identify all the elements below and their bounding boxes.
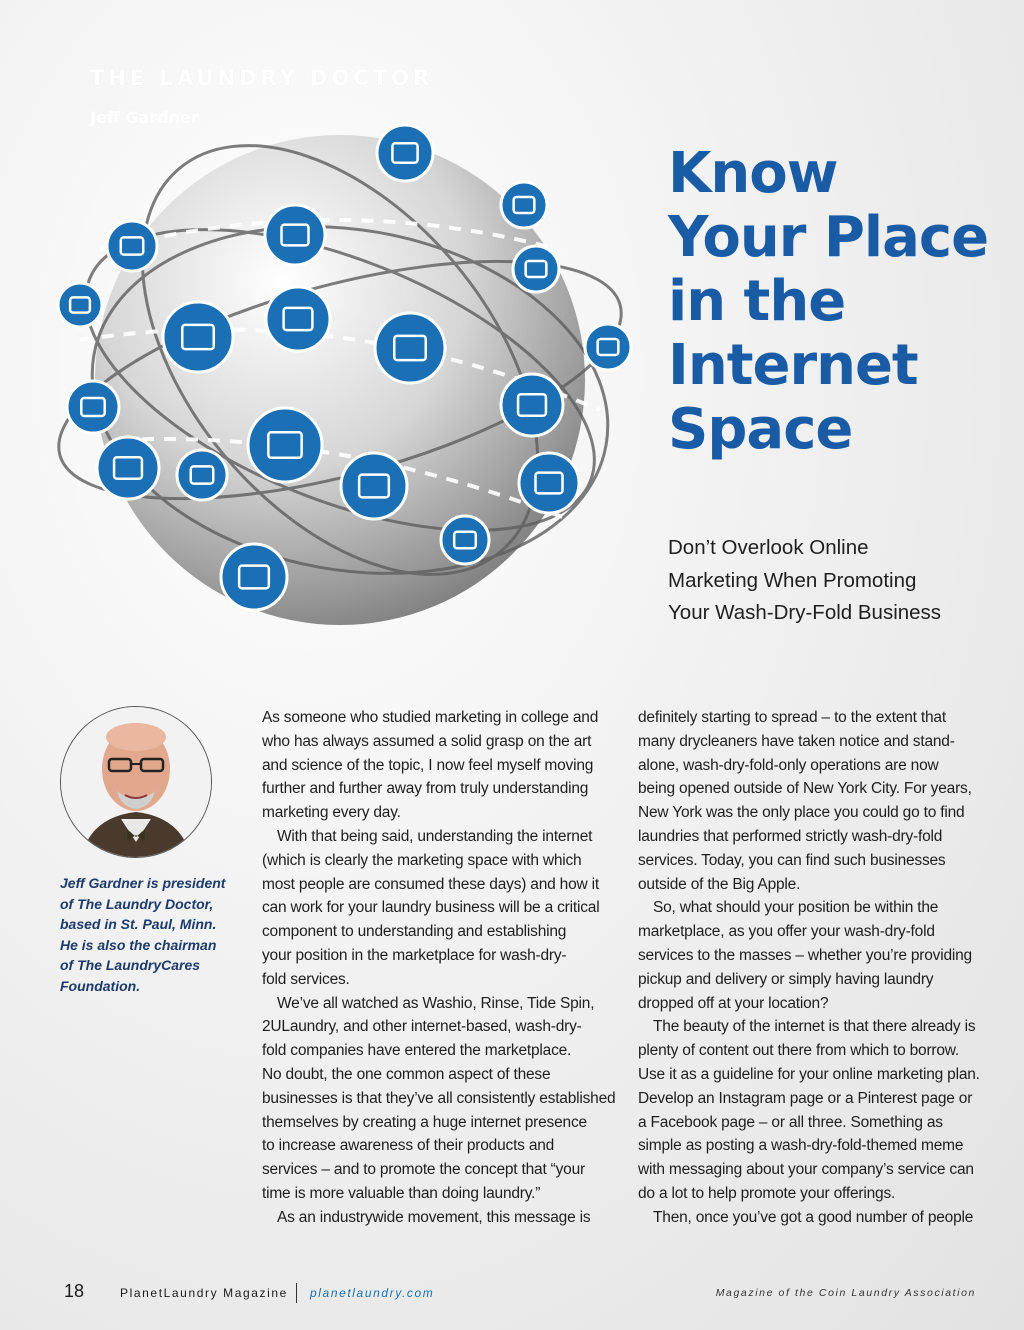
author-bio <box>60 873 240 996</box>
article-line: component to understanding and establishing <box>262 923 567 941</box>
article-line: services. Today, you can find such businesses <box>638 851 946 869</box>
article-line: Develop an Instagram page or a Pinterest page or <box>638 1089 973 1107</box>
article-line: As someone who studied marketing in college and <box>262 709 599 726</box>
article-line: marketing every day. <box>262 804 401 822</box>
article-line: themselves by creating a huge internet presence <box>262 1113 587 1131</box>
article-line: who has always assumed a solid grasp on the art <box>262 732 592 750</box>
robot-arm-icon <box>221 544 287 610</box>
article-line: businesses is that they’ve all consistently established <box>262 1089 616 1107</box>
subhead-line: Don’t Overlook Online <box>668 536 869 559</box>
headline-line: Know <box>668 141 838 206</box>
bio-line: Foundation. <box>60 977 141 994</box>
page-number: 18 <box>64 1281 85 1301</box>
article-line: pickup and delivery or simply having laundry <box>638 970 934 988</box>
association-tagline: Magazine of the Coin Laundry Association <box>715 1287 976 1299</box>
author-name: Jeff Gardner <box>90 108 199 127</box>
article-line: fold companies have entered the marketplace. <box>262 1042 572 1060</box>
article-line: can work for your laundry business will be a critical <box>262 899 600 917</box>
network-icon <box>58 283 102 327</box>
database-icon <box>97 437 159 499</box>
article-line: simple as posting a wash-dry-fold-themed meme <box>638 1137 964 1155</box>
smartphone-icon <box>266 287 330 351</box>
article-line: a Facebook page – or all three. Something as <box>638 1113 943 1131</box>
article-line: With that being said, understanding the internet <box>277 827 593 845</box>
article-line: Use it as a guideline for your online marketing plan. <box>638 1065 980 1083</box>
article-line: with messaging about your company’s service can <box>638 1161 974 1179</box>
headline-line: Space <box>668 397 853 462</box>
article-line: services – and to promote the concept that “your <box>262 1161 585 1179</box>
article-line: definitely starting to spread – to the extent that <box>638 709 946 726</box>
article-line: As an industrywide movement, this message is <box>277 1208 591 1226</box>
article-subhead <box>668 532 941 630</box>
article-line: Then, once you’ve got a good number of people <box>653 1208 974 1226</box>
article-column-left <box>262 706 615 1230</box>
car-icon <box>67 381 119 433</box>
cloud-icon <box>441 516 489 564</box>
article-line: New York was the only place you could go to find <box>638 804 965 822</box>
buildings-icon <box>501 182 547 228</box>
headline-line: Your Place <box>668 205 989 270</box>
article-line: We’ve all watched as Washio, Rinse, Tide Spin, <box>277 994 595 1012</box>
bio-line: based in St. Paul, Minn. <box>60 916 217 932</box>
article-line: fold services. <box>262 970 350 988</box>
factory-icon <box>177 450 227 500</box>
article-line: laundries that performed strictly wash-dry-fold <box>638 827 943 845</box>
bio-line: of The LaundryCares <box>60 957 201 973</box>
server-icon <box>375 313 445 383</box>
article-line: (which is clearly the marketing space with which <box>262 851 582 869</box>
monitor-icon <box>265 205 325 265</box>
article-line: plenty of content out there from which to borrow. <box>638 1042 960 1060</box>
article-line: time is more valuable than doing laundry.” <box>262 1184 541 1202</box>
security-camera-icon <box>501 374 563 436</box>
subhead-line: Marketing When Promoting <box>668 568 917 592</box>
tablet-icon <box>248 408 322 482</box>
article-line: to increase awareness of their products and <box>262 1137 555 1155</box>
bio-line: He is also the chairman <box>60 936 217 953</box>
page-footer <box>0 1281 1024 1311</box>
article-column-right <box>638 706 980 1230</box>
article-line: most people are consumed these days) and how it <box>262 875 599 893</box>
magazine-name: PlanetLaundry Magazine <box>120 1286 288 1300</box>
article-line: alone, wash-dry-fold-only operations are now <box>638 756 939 774</box>
article-line: The beauty of the internet is that there already is <box>653 1018 976 1036</box>
column-tag: THE LAUNDRY DOCTOR <box>90 66 434 90</box>
article-line: many drycleaners have taken notice and stand- <box>638 732 955 750</box>
footer-divider <box>296 1283 297 1303</box>
article-line: So, what should your position be within the <box>653 899 939 917</box>
author-portrait <box>60 706 212 858</box>
drone-icon <box>585 324 631 370</box>
subhead-line: Your Wash-Dry-Fold Business <box>668 601 942 624</box>
vr-headset-icon <box>163 302 233 372</box>
laptop-icon <box>341 453 407 519</box>
headline-line: Internet <box>668 333 918 398</box>
article-line: 2ULaundry, and other internet-based, wash-dry- <box>262 1018 582 1036</box>
article-line: No doubt, the one common aspect of these <box>262 1065 551 1083</box>
website-link[interactable]: planetlaundry.com <box>310 1286 435 1300</box>
people-icon <box>377 125 433 181</box>
plug-icon <box>513 246 559 292</box>
article-line: being opened outside of New York City. For years, <box>638 780 972 798</box>
article-line: outside of the Big Apple. <box>638 875 801 893</box>
article-line: your position in the marketplace for wash-dry- <box>262 946 567 964</box>
lightbulb-icon <box>107 221 157 271</box>
article-line: dropped off at your location? <box>638 994 829 1012</box>
article-line: do a lot to help promote your offerings. <box>638 1184 896 1202</box>
article-line: and science of the topic, I now feel myself moving <box>262 756 594 774</box>
bio-line: of The Laundry Doctor, <box>60 895 214 912</box>
article-line: services to the masses – whether you’re providing <box>638 946 972 964</box>
article-line: further and further away from truly understanding <box>262 780 589 798</box>
article-headline <box>668 142 988 462</box>
internet-globe-illustration <box>40 100 650 660</box>
headline-line: in the <box>668 269 846 334</box>
article-line: marketplace, as you offer your wash-dry-fold <box>638 923 935 941</box>
router-icon <box>519 453 579 513</box>
bio-line: Jeff Gardner is president <box>60 875 226 891</box>
